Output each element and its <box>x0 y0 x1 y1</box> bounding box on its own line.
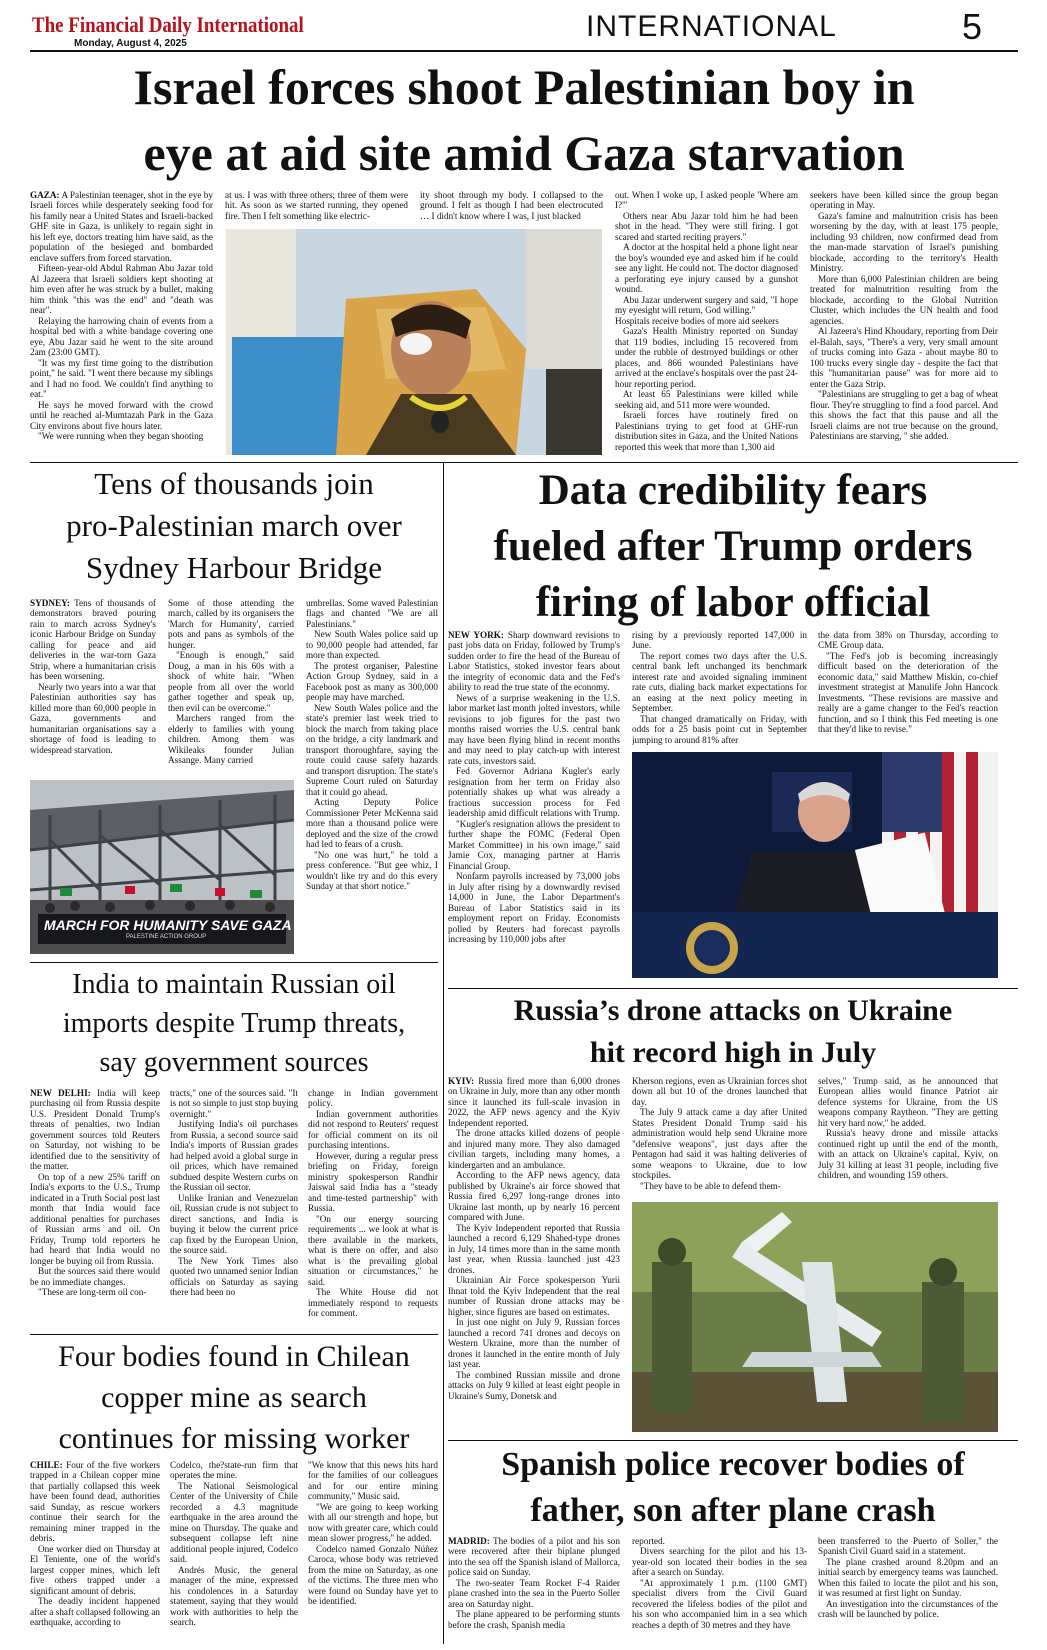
story4-column-1 <box>30 1088 160 1328</box>
dateline: CHILE: <box>30 1460 63 1470</box>
story1-column-5 <box>810 190 998 452</box>
headline-line: Spanish police recover bodies of <box>501 1446 965 1483</box>
paragraph: Sharp downward revisions to past jobs data on Friday, followed by Trump's sudden order to fire the head of the Bureau of Labor Statistics, stoked investor fears about the integrity of economic data and the Fed's ability to read the true state of the economy. <box>448 630 620 693</box>
divider <box>448 988 1018 989</box>
paragraph: Some of those attending the march, called by its organisers the 'March for Humanity', carried pots and pans as symbols of the hunger. <box>168 598 294 650</box>
subheading: Hospitals receive bodies of more aid seekers <box>615 315 779 326</box>
bridge-march-photo <box>30 780 294 954</box>
headline-line: pro-Palestinian march over <box>66 508 402 543</box>
paragraph: Ukrainian Air Force spokesperson Yurii Ihnat told the Kyiv Independent that the real number of Russian drone attacks may be higher, since figures are based on estimates. <box>448 1275 620 1317</box>
paragraph: "On our energy sourcing requirements ... we look at what is there available in the markets, what is there on offer, and also what is the prevailing global situation or circumstances," he said. <box>308 1213 438 1287</box>
paragraph: Divers searching for the pilot and his 13-year-old son located their bodies in the sea after a search on Sunday. <box>632 1546 807 1578</box>
paragraph: Russia fired more than 6,000 drones on Ukraine in July, more than any other month since it launched its full-scale invasion in 2022, the AFP news agency and the Kyiv Independent reported. <box>448 1076 620 1128</box>
paragraph: According to the AFP news agency, data published by Ukraine's air force showed that Russia fired 6,297 long-range drones into Ukraine last month, up by nearly 16 percent compared with June. <box>448 1170 620 1223</box>
paragraph: The July 9 attack came a day after United States President Donald Trump said his administration would help send Ukraine more "defensive weapons", just days after the Pentagon had said it was halting deliveries of some weapons to Ukraine, due to low stockpiles. <box>632 1107 807 1181</box>
paragraph: Acting Deputy Police Commissioner Peter McKenna said more than a thousand police were deployed and the size of the crowd had led to fears of a crush. <box>306 797 438 850</box>
story1-column-4 <box>615 190 798 452</box>
story3-headline <box>448 463 1018 631</box>
paragraph: Nearly two years into a war that Palestinian authorities say has killed more than 60,000 people in Gaza, governments and humanitarian organisations say a shortage of food is leading to widespread starvation. <box>30 681 156 755</box>
story6-headline <box>30 1336 438 1459</box>
paragraph: The combined Russian missile and drone attacks on July 9 killed at least eight people in Ukraine's Sumy, Donetsk and <box>448 1369 620 1401</box>
masthead-date: Monday, August 4, 2025 <box>74 38 187 49</box>
paragraph: News of a surprise weakening in the U.S. labor market last month jolted investors, while revisions to job figures for the past two months raised worries the U.S. central bank may have been flying blind in recent months and may need to play catch-up with interest rate cuts, investors said. <box>448 692 620 766</box>
headline-line: Russia’s drone attacks on Ukraine <box>513 994 953 1027</box>
paragraph: Marchers ranged from the elderly to families with young children. Among them was Wikileaks founder Julian Assange. Many carried <box>168 713 294 766</box>
headline-line: fueled after Trump orders <box>493 523 973 570</box>
paragraph: Four of the five workers trapped in a Chilean copper mine that partially collapsed this week have been found dead, authorities said Sunday, as rescue workers continue their search for the remaining miner trapped in the debris. <box>30 1460 160 1544</box>
section-label: INTERNATIONAL <box>586 10 837 43</box>
paragraph: The White House did not immediately respond to requests for comment. <box>308 1287 438 1319</box>
story4-column-2 <box>170 1088 298 1328</box>
paragraph: selves," Trump said, as he announced that European allies would finance Patriot air defence systems for Ukraine, from the US weapons company Raytheon. "They are getting hit very hard now," he added. <box>818 1076 998 1128</box>
story2-column-3 <box>306 598 438 954</box>
paragraph: The two-seater Team Rocket F-4 Raider plane crashed into the sea in the Puerto Soller area on Saturday night. <box>448 1577 620 1609</box>
headline-line: India to maintain Russian oil <box>72 969 396 1000</box>
paragraph: Kherson regions, even as Ukrainian forces shot down all but 10 of the drones launched that day. <box>632 1076 807 1107</box>
divider <box>30 1334 438 1335</box>
story7-column-2 <box>632 1536 807 1644</box>
paragraph: More than 6,000 Palestinian children are being treated for malnutrition resulting from the blockade, according to the Global Nutrition Cluster, which includes the UN health and food agencies. <box>810 273 998 326</box>
paragraph: Codelco named Gonzalo Núñez Caroca, whose body was retrieved from the mine on Saturday, as one of the victims. The three men who were found on Sunday have yet to be identified. <box>308 1543 438 1607</box>
paragraph: "It was my first time going to the distribution point," he said. "I went there because my siblings and I had no food. We couldn't find anything to eat." <box>30 357 213 400</box>
banner-subtext: PALESTINE ACTION GROUP <box>126 934 207 940</box>
drone-wreck-photo <box>632 1202 998 1432</box>
dateline: KYIV: <box>448 1076 475 1086</box>
hospital-photo <box>226 229 602 455</box>
paragraph: "They have to be able to defend them- <box>640 1180 781 1191</box>
paragraph: Andrés Music, the general manager of the mine, expressed his condolences in a Saturday statement, saying that they would work with authorities to help the search. <box>170 1564 298 1628</box>
story1-column-2-top <box>225 190 408 226</box>
paragraph: The protest organiser, Palestine Action Group Sydney, said in a Facebook post as many as 300,000 people may have marched. <box>306 660 438 703</box>
paragraph: "We are going to keep working with all our strength and hope, but now with greater care, which could mean slower progress," he added. <box>308 1501 438 1544</box>
paragraph: The New York Times also quoted two unnamed senior Indian officials on Saturday as saying there had been no <box>170 1255 298 1298</box>
story1-headline <box>30 54 1018 186</box>
headline-line: continues for missing worker <box>58 1422 410 1455</box>
paragraph: "These are long-term oil con- <box>38 1287 147 1298</box>
paragraph: Indian government authorities did not respond to Reuters' request for official comment on its oil purchasing intentions. <box>308 1108 438 1151</box>
paragraph: out. When I woke up, I asked people 'Where am I?'" <box>615 190 798 211</box>
headline-line: Sydney Harbour Bridge <box>85 550 383 585</box>
paragraph: Relaying the harrowing chain of events from a hospital bed with a white bandage covering one eye, Abu Jazar said he went to the site around 2am (23:00 GMT). <box>30 315 213 358</box>
story1-column-1 <box>30 190 213 452</box>
paragraph: seekers have been killed since the group began operating in May. <box>810 190 998 211</box>
story5-column-2 <box>632 1076 807 1200</box>
story1-headline-line2: eye at aid site amid Gaza starvation <box>143 125 905 181</box>
headline-line: Tens of thousands join <box>94 466 374 501</box>
paragraph: The deadly incident happened after a shaft collapsed following an earthquake, according to <box>30 1596 160 1628</box>
paragraph: reported. <box>632 1536 665 1546</box>
paragraph: "The Fed's job is becoming increasingly difficult based on the deterioration of the economic data," said Matthew Miskin, co-chief investment strategist at Manulife John Hancock Investments. "These revisions are massive and really are a game changer to the Fed's reaction function, and so I think this Fed meeting is one that they'd like to revise." <box>818 650 998 735</box>
paragraph: "Palestinians are struggling to get a bag of wheat flour. They're struggling to find a food parcel. And this shows the fact that this pause and all the Israeli claims are not true because on the ground, Palestinians are starving, " she added. <box>810 389 998 442</box>
headline-line: Data credibility fears <box>538 467 928 514</box>
story6-column-1 <box>30 1460 160 1644</box>
paragraph: However, during a regular press briefing on Friday, foreign ministry spokesperson Randhir Jaiswal said India has a "steady and time-tested partnership" with Russia. <box>308 1150 438 1214</box>
headline-line: imports despite Trump threats, <box>62 1008 406 1039</box>
story5-column-3 <box>818 1076 998 1200</box>
paragraph: The National Seismological Center of the University of Chile recorded a 4.3 magnitude earthquake in the area around the mine on Thursday. The quake and subsequent collapse left nine additional people injured, Codelco said. <box>170 1480 298 1565</box>
paragraph: ity shoot through my body. I collapsed to the ground. I felt as though I had been electrocuted … I didn't know where I was, I just blacked <box>420 190 603 221</box>
story5-headline <box>448 990 1018 1074</box>
paragraph: The Kyiv Independent reported that Russia launched a record 6,129 Shahed-type drones in July, 14 times more than in the same month last year, when Russia launched just 423 drones. <box>448 1222 620 1275</box>
paragraph: Fed Governor Adriana Kugler's early resignation from her term on Friday also potentially shakes up what was already a fractious succession process for Fed leadership amid difficult relations with Trump. <box>448 766 620 819</box>
paragraph: But the sources said there would be no immediate changes. <box>30 1266 160 1287</box>
paragraph: At least 65 Palestinians were killed while seeking aid, and 511 more were wounded. <box>615 389 798 410</box>
headline-line: father, son after plane crash <box>530 1492 936 1529</box>
paragraph: Others near Abu Jazar told him he had been shot in the head. "They were still firing. I got scared and started reciting prayers." <box>615 210 798 242</box>
paragraph: Codelco, the?state-run firm that operates the mine. <box>170 1460 298 1481</box>
masthead-rule <box>30 50 1018 52</box>
paragraph: umbrellas. Some waved Palestinian flags and chanted "We are all Palestinians." <box>306 598 438 629</box>
divider <box>30 962 438 963</box>
paragraph: The plane crashed around 8.20pm and an initial search by emergency teams was launched. When this failed to locate the pilot and his son, it was resumed at first light on Sunday. <box>818 1556 998 1599</box>
story7-headline <box>448 1442 1018 1534</box>
divider <box>448 1440 1018 1441</box>
paragraph: Gaza's famine and malnutrition crisis has been worsening by the day, with at least 175 people, including 93 children, now confirmed dead from the man-made starvation of Israel's punishing blockade, according to the territory's Health Ministry. <box>810 210 998 274</box>
paragraph: The bodies of a pilot and his son were recovered after their biplane plunged into the sea off the Spanish island of Mallorca, police said on Sunday. <box>448 1536 620 1578</box>
story5-column-1 <box>448 1076 620 1434</box>
paragraph: Russia's heavy drone and missile attacks continued right up until the end of the month, with an attack on Ukraine's capital, Kyiv, on July 31 killing at least 31 people, including five children, and wounding 159 others. <box>818 1128 998 1181</box>
story7-column-3 <box>818 1536 998 1644</box>
paragraph: "At approximately 1 p.m. (1100 GMT) specialist divers from the Civil Guard recovered the lifeless bodies of the pilot and his son who accompanied him in a sea which reaches a depth of 30 metres and they have <box>632 1577 807 1630</box>
paragraph: Israeli forces have routinely fired on Palestinians trying to get food at GHF-run distribution sites in Gaza, and the United Nations reported this week that more than 1,300 aid <box>615 410 798 452</box>
paragraph: The report comes two days after the U.S. central bank left unchanged its benchmark interest rate and avoided signaling imminent rate cuts, dialing back market expectations for an easing at the next policy meeting in September. <box>632 650 807 714</box>
paragraph: A doctor at the hospital held a phone light near the boy's wounded eye and asked him if he could see any light. He could not. The doctor diagnosed a perforating eye injury caused by a gunshot wound. <box>615 242 798 295</box>
column-divider <box>443 463 444 1644</box>
paragraph: Fifteen-year-old Abdul Rahman Abu Jazar told Al Jazeera that Israeli soldiers kept shooting at him even after he was struck by a bullet, making him think "this was the end" and "death was near". <box>30 263 213 316</box>
headline-line: say government sources <box>99 1047 369 1078</box>
story4-headline <box>30 965 438 1082</box>
dateline: SYDNEY: <box>30 598 70 608</box>
paragraph: That changed dramatically on Friday, with odds for a 25 basis point cut in September jumping to around 81% after <box>632 713 807 745</box>
paragraph: at us. I was with three others; three of them were hit. As soon as we started running, they opened fire. Then I felt something like electric- <box>225 190 408 221</box>
paragraph: "No one was hurt," he told a press conference. "But gee whiz, I wouldn't like try and do this every Sunday at that short notice." <box>306 849 438 892</box>
story2-headline <box>30 463 438 589</box>
story2-column-2 <box>168 598 294 776</box>
paragraph: Al Jazeera's Hind Khoudary, reporting from Deir el-Balah, says, "There's a very, very small amount of trucks coming into Gaza - about maybe 80 to 100 trucks every single day - despite the fact that this "humanitarian pause" was for more aid to enter the Gaza Strip. <box>810 326 998 389</box>
paragraph: New South Wales police said up to 90,000 people had attended, far more than expected. <box>306 629 438 661</box>
story6-column-3 <box>308 1460 438 1644</box>
paragraph: Nonfarm payrolls increased by 73,000 jobs in July after rising by a downwardly revised 14,000 in June, the Labor Department's Bureau of Labor Statistics said in its employment report on Friday. Economists polled by Reuters had forecast payrolls increasing by 110,000 jobs after <box>448 871 620 945</box>
paragraph: A Palestinian teenager, shot in the eye by Israeli forces while desperately seeking food for his family near a United States and Israeli-backed GHF site in Gaza, is unlikely to regain sight in his left eye, doctors treating him have said, as the population of the besieged and bombarded enclave suffers from forced starvation. <box>30 190 213 263</box>
paragraph: the data from 38% on Thursday, according to CME Group data. <box>818 630 998 651</box>
paragraph: Unlike Iranian and Venezuelan oil, Russian crude is not subject to direct sanctions, and India is buying it below the current price cap fixed by the European Union, the source said. <box>170 1192 298 1256</box>
story3-column-2 <box>632 630 807 746</box>
dateline: MADRID: <box>448 1536 490 1546</box>
paragraph: The drone attacks killed dozens of people and injured many more. They also damaged civilian targets, including many homes, a kindergarten and an ambulance. <box>448 1128 620 1170</box>
paragraph: Abu Jazar underwent surgery and said, "I hope my eyesight will return, God willing." <box>615 294 798 316</box>
headline-line: firing of labor official <box>535 579 931 626</box>
paragraph: One worker died on Thursday at El Teniente, one of the world's largest copper mines, which left five others trapped under a significant amount of debris. <box>30 1543 160 1596</box>
paragraph: Gaza's Health Ministry reported on Sunday that 119 bodies, including 15 recovered from under the rubble of destroyed buildings or other places, and 866 wounded Palestinians have arrived at the enclave's hospitals over the past 24-hour reporting period. <box>615 326 798 389</box>
story1-headline-line1: Israel forces shoot Palestinian boy in <box>133 59 915 115</box>
paragraph: "Kugler's resignation allows the president to further shape the FOMC (Federal Open Market Committee) in his own image," said Jamie Cox, managing partner at Harris Financial Group. <box>448 818 620 871</box>
paragraph: been transferred to the Puerto of Soller," the Spanish Civil Guard said in a statement. <box>818 1536 998 1557</box>
paragraph: "We were running when they began shooting <box>38 431 204 442</box>
headline-line: copper mine as search <box>101 1381 367 1414</box>
story3-column-1 <box>448 630 620 980</box>
story3-column-3 <box>818 630 998 746</box>
paragraph: New South Wales police and the state's premier last week tried to block the march from taking place on the bridge, a city landmark and transport thoroughfare, saying the route could cause safety hazards and transport disruption. The state's Supreme Court ruled on Saturday that it could go ahead. <box>306 702 438 797</box>
paragraph: change in Indian government policy. <box>308 1088 438 1109</box>
dateline: GAZA: <box>30 190 60 200</box>
paragraph: India will keep purchasing oil from Russia despite U.S. President Donald Trump's threats of penalties, two Indian government sources told Reuters on Saturday, not wishing to be identified due to the sensitivity of the matter. <box>30 1088 160 1172</box>
dateline: NEW YORK: <box>448 630 504 640</box>
dateline: NEW DELHI: <box>30 1088 91 1098</box>
paragraph: He says he moved forward with the crowd until he reached al-Mumtazah Park in the Gaza City environs about five hours later. <box>30 399 213 431</box>
story4-column-3 <box>308 1088 438 1328</box>
paragraph: An investigation into the circumstances of the crash will be launched by police. <box>818 1598 998 1620</box>
paragraph: The plane appeared to be performing stunts before the crash, Spanish media <box>448 1609 620 1630</box>
story6-column-2 <box>170 1460 298 1644</box>
fed-chair-photo <box>632 752 998 978</box>
headline-line: hit record high in July <box>589 1036 877 1069</box>
paragraph: rising by a previously reported 147,000 in June. <box>632 630 807 651</box>
paragraph: "Enough is enough," said Doug, a man in his 60s with a shock of white hair. "When people from all over the world gather together and speak up, then evil can be overcome." <box>168 650 294 713</box>
paragraph: "We know that this news hits hard for the families of our colleagues and for our entire mining community," Music said. <box>308 1460 438 1502</box>
paragraph: In just one night on July 9, Russian forces launched a record 741 drones and decoys on Western Ukraine, more than the number of drones it launched in the entire month of July last year. <box>448 1317 620 1370</box>
banner-text: MARCH FOR HUMANITY SAVE GAZA <box>44 917 292 933</box>
story2-column-1 <box>30 598 156 776</box>
masthead-title: The Financial Daily International <box>32 12 304 37</box>
paragraph: Tens of thousands of demonstrators braved pouring rain to march across Sydney's iconic Harbour Bridge on Sunday calling for peace and aid deliveries in the war-torn Gaza Strip, where a humanitarian crisis has been worsening. <box>30 598 156 682</box>
page-number: 5 <box>962 6 983 47</box>
story7-column-1 <box>448 1536 620 1644</box>
headline-line: Four bodies found in Chilean <box>58 1340 410 1373</box>
paragraph: Justifying India's oil purchases from Russia, a second source said India's imports of Russian grades had helped avoid a global surge in oil prices, which have remained subdued despite Western curbs on the Russian oil sector. <box>170 1119 298 1193</box>
paragraph: tracts," one of the sources said. "It is not so simple to just stop buying overnight." <box>170 1088 298 1119</box>
story1-column-3-top <box>420 190 603 226</box>
paragraph: On top of a new 25% tariff on India's exports to the U.S., Trump indicated in a Truth Social post last month that India would face additional penalties for purchases of Russian arms and oil. On Friday, Trump told reporters he had heard that India would no longer be buying oil from Russia. <box>30 1171 160 1266</box>
